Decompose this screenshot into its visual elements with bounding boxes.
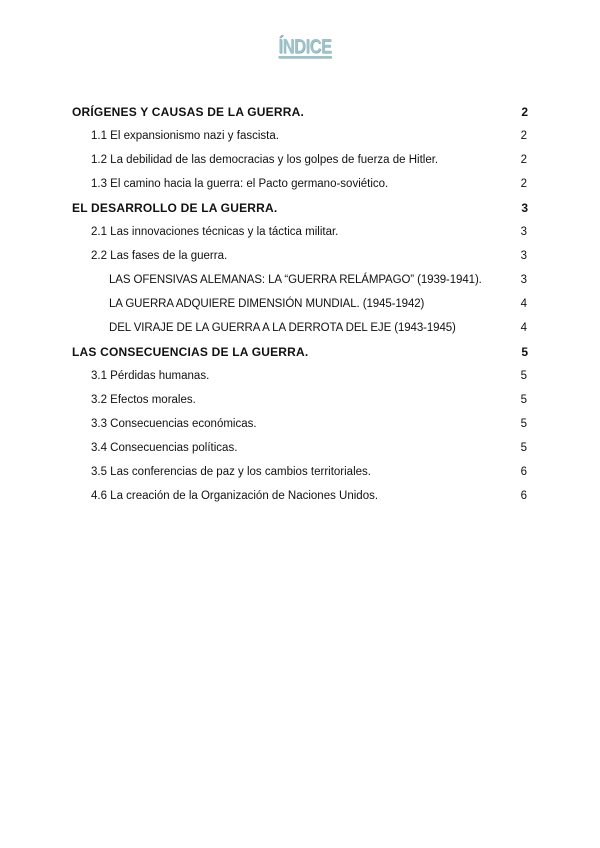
toc-entry-page: 6: [520, 490, 527, 502]
toc-entry-text: 3.1 Pérdidas humanas.: [91, 370, 210, 382]
toc-entry-text: 3.4 Consecuencias políticas.: [91, 442, 238, 454]
toc-entry[interactable]: [72, 196, 528, 220]
toc-entry[interactable]: [72, 460, 528, 484]
toc-entry-text: 3.2 Efectos morales.: [91, 394, 196, 406]
toc-entry-text: 1.3 El camino hacia la guerra: el Pacto germano-soviético.: [91, 178, 389, 190]
toc-entry-text: LAS OFENSIVAS ALEMANAS: LA “GUERRA RELÁMPAGO” (1939-1941).: [109, 274, 482, 286]
toc-entry[interactable]: [72, 124, 528, 148]
toc-entry[interactable]: [72, 172, 528, 196]
toc-entry[interactable]: [72, 388, 528, 412]
toc-entry[interactable]: [72, 484, 528, 508]
toc-entry-text: 1.1 El expansionismo nazi y fascista.: [91, 130, 279, 142]
toc-entry[interactable]: [72, 100, 528, 124]
toc-entry-text: DEL VIRAJE DE LA GUERRA A LA DERROTA DEL EJE (1943-1945): [109, 322, 456, 334]
toc-entry-page: 5: [520, 394, 527, 406]
toc-entry-page: 3: [520, 226, 527, 238]
toc-entry-page: 5: [520, 418, 527, 430]
toc-entry-page: 5: [520, 442, 527, 454]
toc-entry-text: 1.2 La debilidad de las democracias y los golpes de fuerza de Hitler.: [91, 154, 439, 166]
toc-entry-page: 2: [520, 178, 527, 190]
toc-entry-text: 4.6 La creación de la Organización de Naciones Unidos.: [91, 490, 379, 502]
toc-entry-text: 2.1 Las innovaciones técnicas y la táctica militar.: [91, 226, 339, 238]
toc-entry[interactable]: [72, 316, 528, 340]
toc-entry-text: 3.5 Las conferencias de paz y los cambios territoriales.: [91, 466, 371, 478]
toc-entry-text: 2.2 Las fases de la guerra.: [91, 250, 228, 262]
page-title: ÍNDICE: [278, 36, 332, 58]
toc-entry-page: 2: [520, 154, 527, 166]
toc-entry[interactable]: [72, 148, 528, 172]
toc-entry-text: ORÍGENES Y CAUSAS DE LA GUERRA.: [72, 105, 305, 119]
toc-entry-page: 3: [521, 201, 528, 215]
toc-entry-page: 5: [521, 345, 528, 359]
toc-entry-page: 4: [520, 298, 527, 310]
toc-entry[interactable]: [72, 412, 528, 436]
toc-entry-page: 4: [520, 322, 527, 334]
toc-entry-text: EL DESARROLLO DE LA GUERRA.: [72, 201, 278, 215]
toc-entry[interactable]: [72, 220, 528, 244]
toc-entry[interactable]: [72, 436, 528, 460]
toc-entry-text: LA GUERRA ADQUIERE DIMENSIÓN MUNDIAL. (1945-1942): [109, 298, 425, 310]
toc-entry-page: 5: [520, 370, 527, 382]
toc-entry-page: 2: [520, 130, 527, 142]
toc-entry-text: 3.3 Consecuencias económicas.: [91, 418, 257, 430]
toc-entry[interactable]: [72, 364, 528, 388]
toc-entry[interactable]: [72, 244, 528, 268]
toc-entry-page: 2: [521, 105, 528, 119]
table-of-contents: [72, 100, 528, 508]
toc-entry[interactable]: [72, 340, 528, 364]
toc-entry[interactable]: [72, 292, 528, 316]
toc-entry-page: 6: [520, 466, 527, 478]
toc-entry-text: LAS CONSECUENCIAS DE LA GUERRA.: [72, 345, 309, 359]
toc-entry-page: 3: [520, 274, 527, 286]
toc-entry[interactable]: [72, 268, 528, 292]
toc-entry-page: 3: [520, 250, 527, 262]
